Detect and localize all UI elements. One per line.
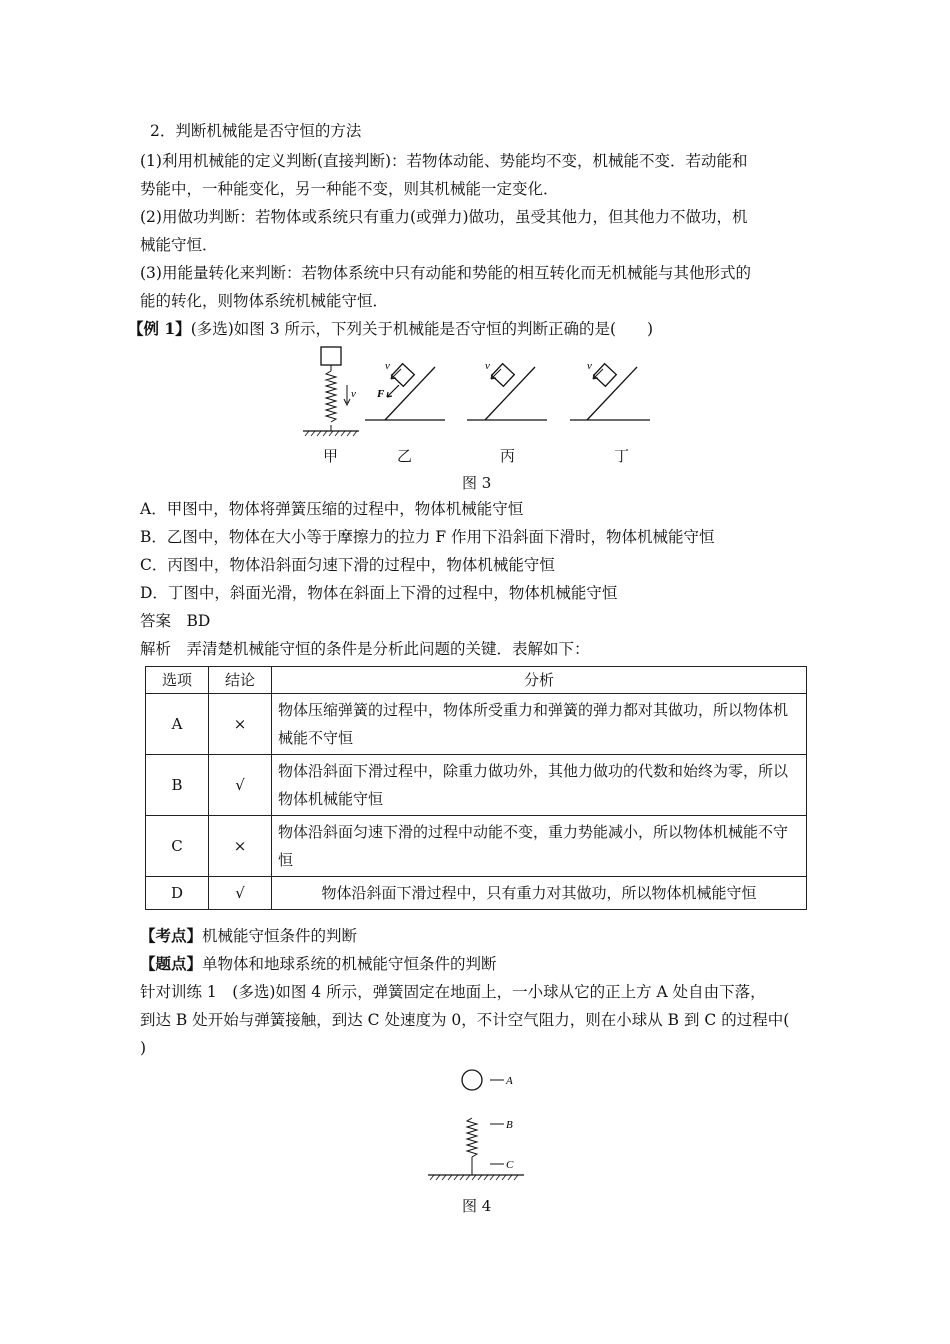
label-a: A xyxy=(506,1075,513,1087)
panel-label-yi: 乙 xyxy=(397,447,413,465)
cell-option: B xyxy=(146,755,209,816)
option-c: C．丙图中，物体沿斜面匀速下滑的过程中，物体机械能守恒 xyxy=(140,556,555,574)
answer: 答案 BD xyxy=(140,612,211,630)
method-1-line-1: (1)利用机械能的定义判断(直接判断)：若物体动能、势能均不变，机械能不变．若动能和 xyxy=(140,152,748,170)
kaodian-text: 机械能守恒条件的判断 xyxy=(202,927,358,945)
method-1-line-2: 势能中，一种能变化，另一种能不变，则其机械能一定变化． xyxy=(140,180,559,198)
method-2-line-1: (2)用做功判断：若物体或系统只有重力(或弹力)做功，虽受其他力，但其他力不做功，机 xyxy=(140,208,748,226)
cell-analysis: 物体沿斜面匀速下滑的过程中动能不变，重力势能减小，所以物体机械能不守恒 xyxy=(272,816,807,877)
analysis-table xyxy=(145,666,807,910)
analysis-intro: 解析 弄清楚机械能守恒的条件是分析此问题的关键．表解如下： xyxy=(140,640,590,658)
header-option: 选项 xyxy=(146,667,209,694)
table-row xyxy=(146,877,807,910)
panel-jia xyxy=(303,347,359,436)
spring xyxy=(467,1118,477,1157)
table-row xyxy=(146,755,807,816)
block xyxy=(321,347,341,365)
cell-verdict: × xyxy=(209,694,272,755)
cell-verdict: √ xyxy=(209,755,272,816)
section-heading: 2．判断机械能是否守恒的方法 xyxy=(150,122,362,140)
force-label: F xyxy=(377,388,385,400)
training-1-line-2: 到达 B 处开始与弹簧接触，到达 C 处速度为 0，不计空气阻力，则在小球从 B 到 C 的过程中( xyxy=(140,1011,790,1029)
training-1-line-3: ) xyxy=(140,1039,147,1057)
tidian-tag: 【题点】 xyxy=(140,954,203,973)
figure-4-caption: 图 4 xyxy=(462,1197,492,1215)
example-tag: 【例 1】 xyxy=(128,319,191,338)
label-b: B xyxy=(506,1119,513,1131)
panel-bing xyxy=(467,360,547,420)
spring xyxy=(326,371,336,422)
method-2-line-2: 械能守恒． xyxy=(140,236,218,254)
table-row xyxy=(146,816,807,877)
example-1-stem xyxy=(128,318,653,340)
cell-option: A xyxy=(146,694,209,755)
velocity-label: v xyxy=(385,360,390,372)
panel-yi xyxy=(365,360,445,420)
cell-analysis: 物体沿斜面下滑过程中，只有重力对其做功，所以物体机械能守恒 xyxy=(272,877,807,910)
figure-4 xyxy=(420,1062,540,1182)
header-analysis: 分析 xyxy=(272,667,807,694)
example-stem-text: (多选)如图 3 所示，下列关于机械能是否守恒的判断正确的是( ) xyxy=(190,320,654,338)
kaodian xyxy=(140,925,357,947)
figure-3 xyxy=(295,345,665,465)
tidian-text: 单物体和地球系统的机械能守恒条件的判断 xyxy=(202,955,497,973)
velocity-label: v xyxy=(485,360,490,372)
tidian xyxy=(140,953,497,975)
ball xyxy=(462,1070,482,1090)
training-1-line-1: 针对训练 1 (多选)如图 4 所示，弹簧固定在地面上，一小球从它的正上方 A 处自由下落， xyxy=(140,983,766,1001)
cell-verdict: × xyxy=(209,816,272,877)
cell-analysis: 物体压缩弹簧的过程中，物体所受重力和弹簧的弹力都对其做功，所以物体机械能不守恒 xyxy=(272,694,807,755)
panel-ding xyxy=(570,360,650,420)
option-d: D．丁图中，斜面光滑，物体在斜面上下滑的过程中，物体机械能守恒 xyxy=(140,584,618,602)
method-3-line-2: 能的转化，则物体系统机械能守恒． xyxy=(140,292,389,310)
cell-option: C xyxy=(146,816,209,877)
panel-label-ding: 丁 xyxy=(614,447,630,465)
table-row xyxy=(146,694,807,755)
option-a: A．甲图中，物体将弹簧压缩的过程中，物体机械能守恒 xyxy=(140,500,524,518)
label-c: C xyxy=(506,1159,514,1171)
cell-option: D xyxy=(146,877,209,910)
cell-analysis: 物体沿斜面下滑过程中，除重力做功外，其他力做功的代数和始终为零，所以物体机械能守恒 xyxy=(272,755,807,816)
option-b: B．乙图中，物体在大小等于摩擦力的拉力 F 作用下沿斜面下滑时，物体机械能守恒 xyxy=(140,528,715,546)
header-verdict: 结论 xyxy=(209,667,272,694)
velocity-label: v xyxy=(587,360,592,372)
cell-verdict: √ xyxy=(209,877,272,910)
panel-label-bing: 丙 xyxy=(500,447,516,465)
figure-3-caption: 图 3 xyxy=(462,474,492,492)
panel-label-jia: 甲 xyxy=(323,447,339,465)
method-3-line-1: (3)用能量转化来判断：若物体系统中只有动能和势能的相互转化而无机械能与其他形式的 xyxy=(140,264,751,282)
table-header-row xyxy=(146,667,807,694)
velocity-label: v xyxy=(351,388,356,400)
kaodian-tag: 【考点】 xyxy=(140,926,203,945)
